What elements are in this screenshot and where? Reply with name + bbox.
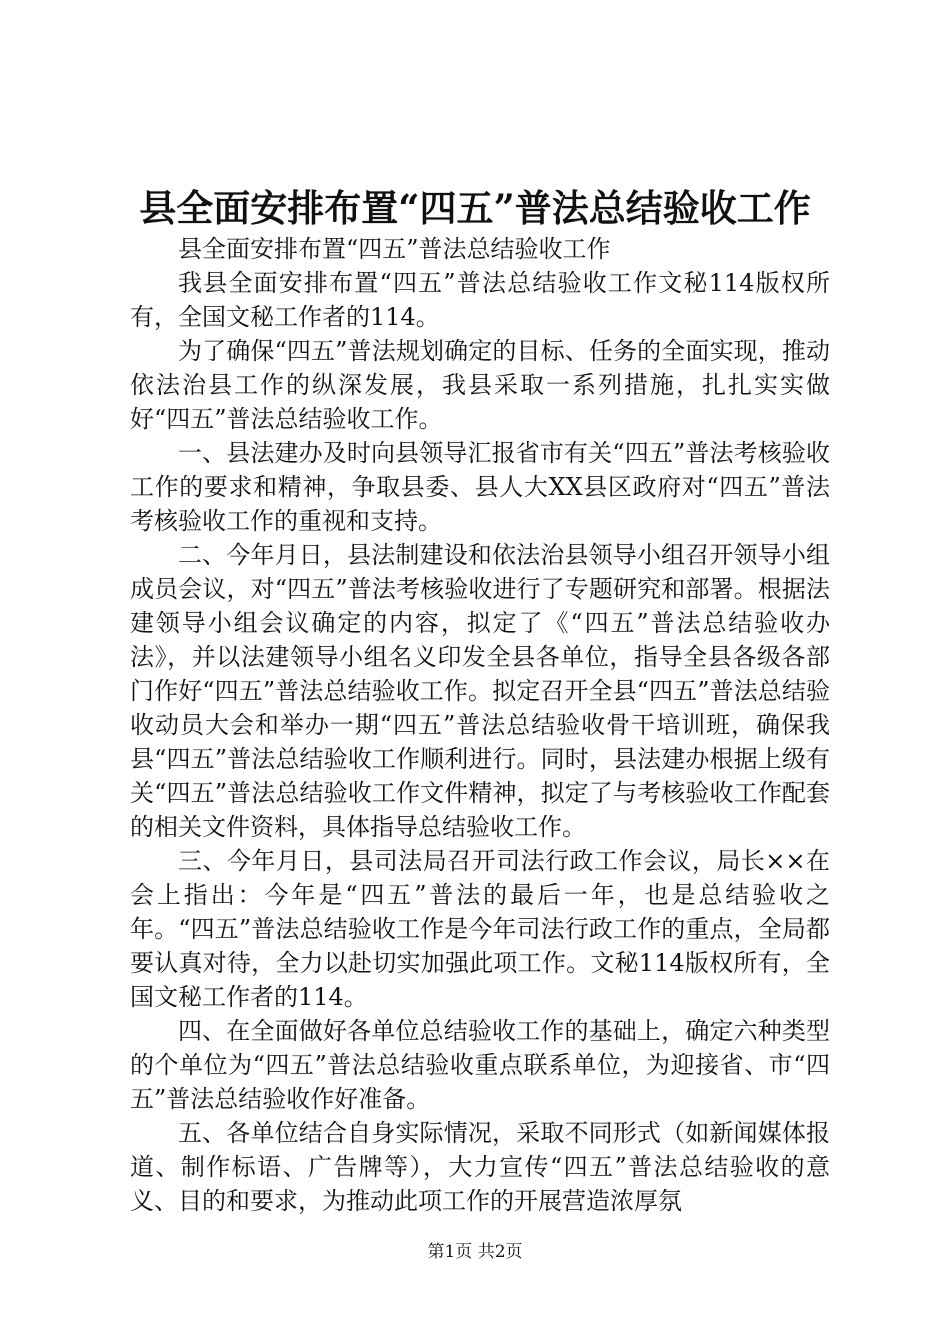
document-title: 县全面安排布置“四五”普法总结验收工作 [139,186,811,230]
paragraph-subtitle: 县全面安排布置“四五”普法总结验收工作 [178,235,611,263]
paragraph-item-2: 二、今年月日，县法制建设和依法治县领导小组召开领导小组成员会议，对“四五”普法考核验收进行了专题研究和部署。根据法建领导小组会议确定的内容，拟定了《“四五”普法总结验收办法》，并以法建领导小组名义印发全县各单位，指导全县各级各部门作好“四五”普法总结验收工作。拟定召开全县“四五”普法总结验收动员大会和举办一期“四五”普法总结验收骨干培训班，确保我县“四五”普法总结验收工作顺利进行。同时，县法建办根据上级有关“四五”普法总结验收工作文件精神，拟定了与考核验收工作配套的相关文件资料，具体指导总结验收工作。 [130,541,830,841]
document-body [130,232,830,1252]
paragraph-item-5: 五、各单位结合自身实际情况，采取不同形式（如新闻媒体报道、制作标语、广告牌等），大力宣传“四五”普法总结验收的意义、目的和要求，为推动此项工作的开展营造浓厚氛 [130,1119,830,1215]
paragraph-intro: 我县全面安排布置“四五”普法总结验收工作文秘114版权所有，全国文秘工作者的114。 [130,269,830,331]
paragraph-purpose: 为了确保“四五”普法规划确定的目标、任务的全面实现，推动依法治县工作的纵深发展，我县采取一系列措施，扎扎实实做好“四五”普法总结验收工作。 [130,337,830,433]
paragraph-item-1: 一、县法建办及时向县领导汇报省市有关“四五”普法考核验收工作的要求和精神，争取县委、县人大XX县区政府对“四五”普法考核验收工作的重视和支持。 [130,439,830,535]
page-number-footer: 第1页 共2页 [427,1242,523,1262]
paragraph-item-4: 四、在全面做好各单位总结验收工作的基础上，确定六种类型的个单位为“四五”普法总结验收重点联系单位，为迎接省、市“四五”普法总结验收作好准备。 [130,1017,830,1113]
paragraph-item-3: 三、今年月日，县司法局召开司法行政工作会议，局长××在会上指出：今年是“四五”普法的最后一年，也是总结验收之年。“四五”普法总结验收工作是今年司法行政工作的重点，全局都要认真对待，全力以赴切实加强此项工作。文秘114版权所有，全国文秘工作者的114。 [130,847,830,1011]
